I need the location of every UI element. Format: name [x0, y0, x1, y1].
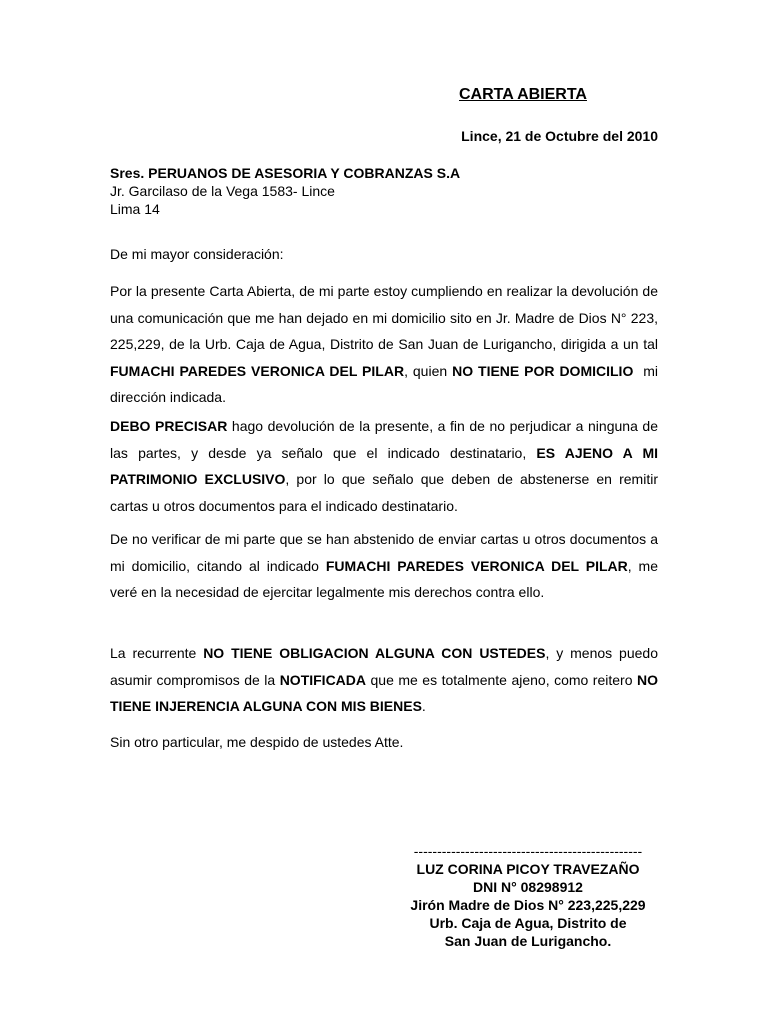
signer-address-2: Urb. Caja de Agua, Distrito de [429, 915, 627, 931]
p4-text-1: La recurrente [110, 645, 204, 661]
recipient-line-1 [110, 164, 460, 182]
p2-text-1: hago devolución de la presente, a fin de no perjudicar a ninguna de las partes, y desde ya señalo que el indicado destinatario, [110, 418, 658, 461]
p4-bold-3: NO TIENE INJERENCIA ALGUNA CON MIS BIENES [110, 671, 658, 714]
p1-text-3: mi dirección indicada. [110, 362, 662, 405]
p1-text-1: Por la presente Carta Abierta, de mi parte estoy cumpliendo en realizar la devolución de una comunicación que me han dejado en mi domicilio sito en Jr. Madre de Dios N° 223, 225,229, de la Urb. Caja de Agua, Distrito de San Juan de Lurigancho, dirigida a un tal [110, 283, 658, 352]
letter-date: Lince, 21 de Octubre del 2010 [461, 128, 658, 144]
signer-dni: DNI N° 08298912 [473, 879, 583, 895]
p1-bold-2: NO TIENE POR DOMICILIO [452, 362, 634, 379]
recipient-prefix: Sres. [110, 165, 149, 181]
p2-text-2: , por lo que señalo que deben de abstenerse en remitir cartas u otros documentos para el indicado destinatario. [110, 471, 658, 514]
p3-text-1: De no verificar de mi parte que se han abstenido de enviar cartas u otros documentos a mi domicilio, citando al indicado [110, 531, 658, 574]
p4-text-2: , y menos puedo asumir compromisos de la [110, 645, 658, 688]
p4-bold-1: NO TIENE OBLIGACION ALGUNA CON USTEDES [203, 645, 546, 661]
signature-block [398, 842, 658, 950]
paragraph-2 [110, 413, 658, 519]
greeting: De mi mayor consideración: [110, 246, 284, 262]
p3-text-2: , me veré en la necesidad de ejercitar legalmente mis derechos contra ello. [110, 557, 658, 600]
letter-title: CARTA ABIERTA [459, 86, 587, 103]
p4-text-4: . [421, 698, 426, 714]
recipient-block [110, 164, 460, 218]
recipient-line-2: Jr. Garcilaso de la Vega 1583- Lince [110, 183, 335, 199]
p3-bold-1: FUMACHI PAREDES VERONICA DEL PILAR [325, 557, 628, 574]
signer-address-3: San Juan de Lurigancho. [444, 933, 612, 949]
paragraph-3 [110, 526, 658, 606]
p2-bold-2: ES AJENO A MI PATRIMONIO EXCLUSIVO [110, 444, 658, 487]
p4-bold-2: NOTIFICADA [279, 671, 367, 688]
paragraph-4 [110, 640, 658, 720]
closing-line: Sin otro particular, me despido de ustedes Atte. [110, 734, 404, 750]
paragraph-1 [110, 278, 662, 411]
p4-text-3: que me es totalmente ajeno, como reitero [366, 671, 637, 688]
recipient-line-3: Lima 14 [110, 201, 160, 217]
signature-line: ------------------------------------------------- [413, 843, 643, 859]
p1-bold-1: FUMACHI PAREDES VERONICA DEL PILAR [110, 362, 405, 379]
signer-address-1: Jirón Madre de Dios N° 223,225,229 [410, 897, 646, 913]
signer-name: LUZ CORINA PICOY TRAVEZAÑO [416, 861, 640, 877]
recipient-company: PERUANOS DE ASESORIA Y COBRANZAS S.A [148, 165, 461, 181]
p2-bold-1: DEBO PRECISAR [110, 418, 228, 434]
p1-text-2: , quien [404, 362, 453, 379]
